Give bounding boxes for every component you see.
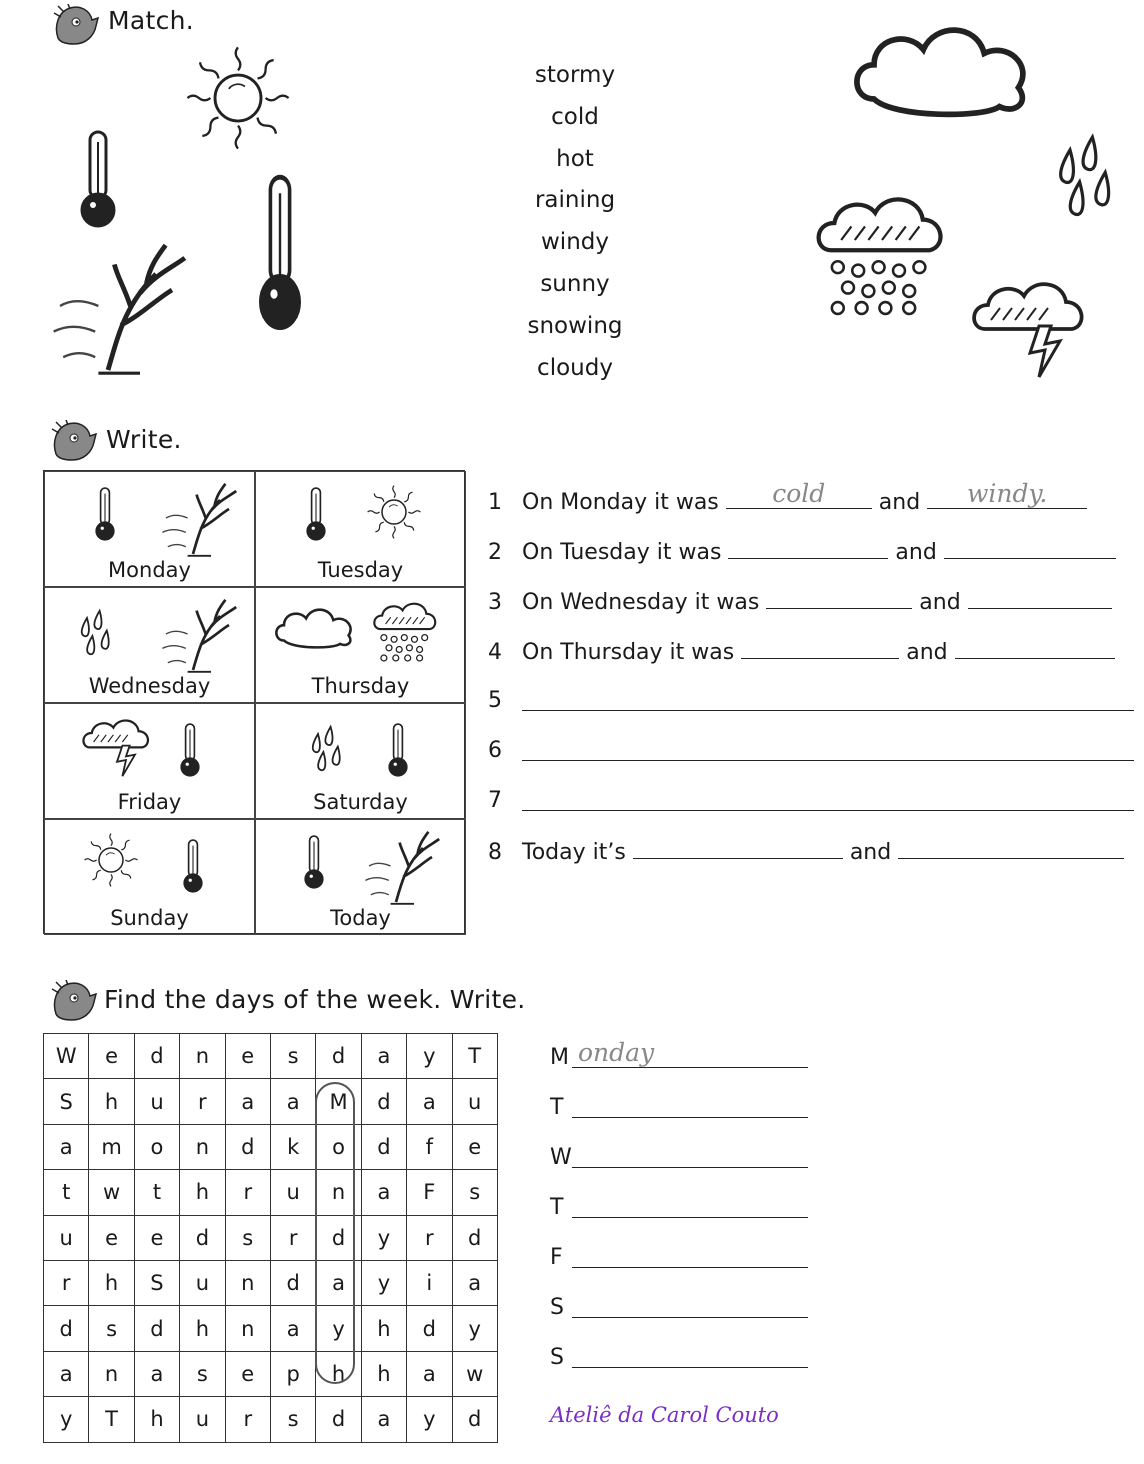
word-search-cell[interactable]: d xyxy=(316,1397,361,1442)
windy-tree-icon xyxy=(365,832,439,904)
word-search-cell[interactable]: s xyxy=(180,1351,225,1396)
word-search-cell[interactable]: t xyxy=(44,1170,89,1215)
thermometer-hot-icon xyxy=(181,724,199,776)
thermometer-hot-icon xyxy=(261,177,299,327)
weather-word: stormy xyxy=(534,62,616,88)
day-cell-friday xyxy=(44,703,255,819)
word-search-row xyxy=(44,1215,498,1260)
word-search-cell[interactable]: d xyxy=(44,1306,89,1351)
word-search-cell[interactable]: y xyxy=(44,1397,89,1442)
day-cell-saturday xyxy=(255,703,466,819)
word-search-cell[interactable]: y xyxy=(452,1306,497,1351)
weather-word: raining xyxy=(534,187,616,214)
word-search-cell[interactable]: e xyxy=(225,1034,270,1079)
day-answer-text: onday xyxy=(578,1038,655,1067)
day-label: Thursday xyxy=(311,674,410,698)
answer-blank[interactable] xyxy=(728,538,888,559)
weather-word: snowing xyxy=(527,312,623,339)
word-search-cell[interactable]: y xyxy=(407,1034,452,1079)
day-label: Tuesday xyxy=(317,558,404,582)
word-search-cell[interactable]: F xyxy=(407,1170,452,1215)
word-search-cell[interactable]: y xyxy=(361,1260,406,1305)
word-search-cell[interactable]: d xyxy=(361,1079,406,1124)
word-search-cell[interactable]: a xyxy=(407,1079,452,1124)
word-search-cell[interactable]: s xyxy=(270,1397,315,1442)
sun-icon xyxy=(187,47,288,148)
word-search-cell[interactable]: h xyxy=(180,1170,225,1215)
day-answer-blank[interactable] xyxy=(572,1217,808,1218)
word-search-cell[interactable]: d xyxy=(134,1034,179,1079)
answer-line[interactable] xyxy=(522,740,1134,761)
match-right-pictures xyxy=(810,10,1140,410)
snow-cloud-icon xyxy=(374,604,435,661)
thermometer-cold-icon xyxy=(307,488,325,540)
word-search-cell[interactable]: a xyxy=(44,1124,89,1169)
word-search-cell[interactable]: f xyxy=(407,1124,452,1169)
word-search-row xyxy=(44,1397,498,1442)
day-cell-sunday xyxy=(44,819,255,935)
day-answer-line[interactable] xyxy=(550,1038,655,1070)
word-search-cell[interactable]: p xyxy=(270,1351,315,1396)
word-search-cell[interactable]: W xyxy=(44,1034,89,1079)
day-answer-blank[interactable] xyxy=(572,1267,808,1268)
word-search-grid xyxy=(43,1033,498,1443)
word-search-row xyxy=(44,1034,498,1079)
sentence-6: 6 xyxy=(488,738,502,763)
cloud-icon xyxy=(857,30,1023,114)
word-search-cell[interactable]: d xyxy=(316,1034,361,1079)
word-search-row xyxy=(44,1351,498,1396)
thermometer-cold-icon xyxy=(96,488,114,540)
answer-blank[interactable] xyxy=(633,838,843,859)
weather-word: sunny xyxy=(540,270,610,297)
answer-blank[interactable] xyxy=(968,588,1112,609)
word-search-cell[interactable]: a xyxy=(316,1260,361,1305)
word-search-cell[interactable]: a xyxy=(407,1351,452,1396)
word-search-cell[interactable]: a xyxy=(270,1306,315,1351)
word-search-cell[interactable]: y xyxy=(316,1306,361,1351)
word-search-cell[interactable]: e xyxy=(89,1215,134,1260)
word-search-cell[interactable]: d xyxy=(134,1306,179,1351)
day-initial-letter: T xyxy=(550,1195,564,1220)
word-search-cell[interactable]: a xyxy=(270,1079,315,1124)
word-search-cell[interactable]: e xyxy=(225,1351,270,1396)
weather-word: hot xyxy=(556,145,594,172)
sun-icon xyxy=(368,486,421,539)
day-initial-letter: S xyxy=(550,1345,564,1370)
windy-tree-icon xyxy=(162,600,236,672)
sentence-8: 8 Today it’s and xyxy=(488,838,1124,865)
word-search-cell[interactable]: m xyxy=(89,1124,134,1169)
day-cell-thursday xyxy=(255,587,466,703)
word-search-cell[interactable]: a xyxy=(44,1351,89,1396)
word-search-cell[interactable]: a xyxy=(361,1034,406,1079)
day-label: Friday xyxy=(117,790,182,814)
word-search-cell[interactable]: r xyxy=(225,1170,270,1215)
word-search-row xyxy=(44,1170,498,1215)
answer-blank[interactable] xyxy=(898,838,1124,859)
raindrops-icon xyxy=(82,611,109,654)
day-answer-blank[interactable] xyxy=(572,1167,808,1168)
word-search-cell[interactable]: h xyxy=(361,1306,406,1351)
word-search-cell[interactable]: d xyxy=(361,1124,406,1169)
word-search-row xyxy=(44,1260,498,1305)
find-days-heading: Find the days of the week. Write. xyxy=(104,985,526,1014)
storm-cloud-icon xyxy=(974,284,1082,377)
raindrops-icon xyxy=(1061,137,1109,214)
word-search-cell[interactable]: w xyxy=(89,1170,134,1215)
word-search-cell[interactable]: h xyxy=(316,1351,361,1396)
weather-word-list xyxy=(500,56,650,390)
word-search-cell[interactable]: s xyxy=(452,1170,497,1215)
day-label: Wednesday xyxy=(88,674,211,698)
word-search-cell[interactable]: t xyxy=(134,1170,179,1215)
sentence-3: 3 On Wednesday it was and xyxy=(488,588,1112,615)
weather-word: cold xyxy=(551,103,599,130)
word-search-cell[interactable]: s xyxy=(270,1034,315,1079)
day-answer-blank[interactable] xyxy=(572,1317,808,1318)
write-heading: Write. xyxy=(106,425,182,454)
thermometer-cold-icon xyxy=(305,836,323,888)
word-search-cell[interactable]: h xyxy=(89,1079,134,1124)
word-search-row xyxy=(44,1306,498,1351)
weather-word: windy xyxy=(541,229,609,256)
day-label: Monday xyxy=(108,558,191,582)
day-initial-letter: S xyxy=(550,1295,564,1320)
word-search-cell[interactable]: r xyxy=(44,1260,89,1305)
day-cell-monday xyxy=(44,471,255,587)
word-search-cell[interactable]: u xyxy=(270,1170,315,1215)
answer-blank[interactable]: cold xyxy=(726,488,872,509)
word-search-cell[interactable]: e xyxy=(89,1034,134,1079)
word-search-cell[interactable]: n xyxy=(225,1306,270,1351)
weather-word: cloudy xyxy=(537,354,613,381)
word-search-cell[interactable]: e xyxy=(134,1215,179,1260)
word-search-cell[interactable]: a xyxy=(134,1351,179,1396)
word-search-row xyxy=(44,1124,498,1169)
day-initial-letter: W xyxy=(550,1145,572,1170)
word-search-cell[interactable]: a xyxy=(361,1170,406,1215)
thermometer-hot-icon xyxy=(389,724,407,776)
sentence-1: 1 On Monday it was cold and windy. xyxy=(488,488,1087,515)
word-search-cell[interactable]: u xyxy=(134,1079,179,1124)
word-search-cell[interactable]: a xyxy=(361,1397,406,1442)
word-search-cell[interactable]: d xyxy=(270,1260,315,1305)
word-search-cell[interactable]: w xyxy=(452,1351,497,1396)
word-search-cell[interactable]: n xyxy=(225,1260,270,1305)
word-search-cell[interactable]: T xyxy=(89,1397,134,1442)
day-answer-blank[interactable] xyxy=(572,1117,808,1118)
day-answer-line[interactable] xyxy=(550,1145,572,1170)
day-weather-grid xyxy=(43,470,465,934)
sentence-4: 4 On Thursday it was and xyxy=(488,638,1115,665)
day-answer-line[interactable] xyxy=(550,1245,572,1270)
answer-blank[interactable] xyxy=(955,638,1115,659)
sentence-5: 5 xyxy=(488,688,502,713)
day-label: Sunday xyxy=(110,906,189,930)
word-search-cell[interactable]: r xyxy=(225,1397,270,1442)
word-search-cell[interactable]: n xyxy=(180,1034,225,1079)
day-cell-tuesday xyxy=(255,471,466,587)
word-search-cell[interactable]: h xyxy=(180,1306,225,1351)
day-cell-wednesday xyxy=(44,587,255,703)
word-search-cell[interactable]: r xyxy=(180,1079,225,1124)
credit-text: Ateliê da Carol Couto xyxy=(550,1403,779,1427)
windy-tree-icon xyxy=(54,245,185,373)
answer-blank[interactable]: windy. xyxy=(927,488,1087,509)
answer-line[interactable] xyxy=(522,790,1134,811)
day-answer-line[interactable] xyxy=(550,1095,572,1120)
word-search-cell[interactable]: o xyxy=(316,1124,361,1169)
word-search-cell[interactable]: r xyxy=(270,1215,315,1260)
snow-cloud-icon xyxy=(819,199,941,314)
answer-blank[interactable] xyxy=(741,638,899,659)
word-search-cell[interactable]: k xyxy=(270,1124,315,1169)
sentence-2: 2 On Tuesday it was and xyxy=(488,538,1116,565)
day-answer-line[interactable] xyxy=(550,1295,572,1320)
word-search-cell[interactable]: a xyxy=(452,1260,497,1305)
word-search-cell[interactable]: d xyxy=(225,1124,270,1169)
day-cell-today xyxy=(255,819,466,935)
match-heading: Match. xyxy=(108,6,195,35)
day-initial-letter: M xyxy=(550,1045,569,1070)
mascot-icon xyxy=(48,980,98,1024)
word-search-cell[interactable]: u xyxy=(44,1215,89,1260)
raindrops-icon xyxy=(313,727,340,770)
word-search-cell[interactable]: h xyxy=(361,1351,406,1396)
word-search-cell[interactable]: S xyxy=(44,1079,89,1124)
word-search-cell[interactable]: d xyxy=(407,1306,452,1351)
day-answer-blank[interactable] xyxy=(572,1367,808,1368)
windy-tree-icon xyxy=(162,484,236,556)
day-initial-letter: T xyxy=(550,1095,564,1120)
sentence-7: 7 xyxy=(488,788,502,813)
word-search-cell[interactable]: d xyxy=(316,1215,361,1260)
day-initial-letter: F xyxy=(550,1245,563,1270)
answer-line[interactable] xyxy=(522,690,1134,711)
day-answer-line[interactable] xyxy=(550,1345,572,1370)
answer-blank[interactable] xyxy=(944,538,1116,559)
thermometer-cold-icon xyxy=(82,132,114,226)
thermometer-hot-icon xyxy=(184,840,202,892)
word-search-cell[interactable]: d xyxy=(452,1397,497,1442)
word-search-cell[interactable]: n xyxy=(316,1170,361,1215)
word-search-cell[interactable]: n xyxy=(180,1124,225,1169)
word-search-cell[interactable]: r xyxy=(407,1215,452,1260)
word-search-cell[interactable]: y xyxy=(407,1397,452,1442)
word-search-cell[interactable]: M xyxy=(316,1079,361,1124)
word-search-cell[interactable]: n xyxy=(89,1351,134,1396)
answer-blank[interactable] xyxy=(766,588,912,609)
word-search-cell[interactable]: a xyxy=(225,1079,270,1124)
word-search-cell[interactable]: u xyxy=(452,1079,497,1124)
word-search-cell[interactable]: d xyxy=(452,1215,497,1260)
word-search-row xyxy=(44,1079,498,1124)
day-label: Saturday xyxy=(313,790,408,814)
word-search-cell[interactable]: y xyxy=(361,1215,406,1260)
word-search-cell[interactable]: T xyxy=(452,1034,497,1079)
day-answer-line[interactable] xyxy=(550,1195,572,1220)
word-search-cell[interactable]: i xyxy=(407,1260,452,1305)
word-search-cell[interactable]: h xyxy=(89,1260,134,1305)
word-search-cell[interactable]: s xyxy=(225,1215,270,1260)
word-search-cell[interactable]: u xyxy=(180,1260,225,1305)
day-label: Today xyxy=(330,906,391,930)
day-answer-blank[interactable] xyxy=(572,1038,808,1068)
word-search-cell[interactable]: h xyxy=(134,1397,179,1442)
match-left-pictures xyxy=(40,40,500,400)
word-search-cell[interactable]: o xyxy=(134,1124,179,1169)
cloud-icon xyxy=(276,610,350,648)
mascot-icon xyxy=(48,420,98,464)
storm-cloud-icon xyxy=(83,721,148,777)
sun-icon xyxy=(85,834,138,887)
word-search-cell[interactable]: S xyxy=(134,1260,179,1305)
word-search-cell[interactable]: d xyxy=(180,1215,225,1260)
word-search-cell[interactable]: u xyxy=(180,1397,225,1442)
word-search-cell[interactable]: s xyxy=(89,1306,134,1351)
word-search-cell[interactable]: e xyxy=(452,1124,497,1169)
